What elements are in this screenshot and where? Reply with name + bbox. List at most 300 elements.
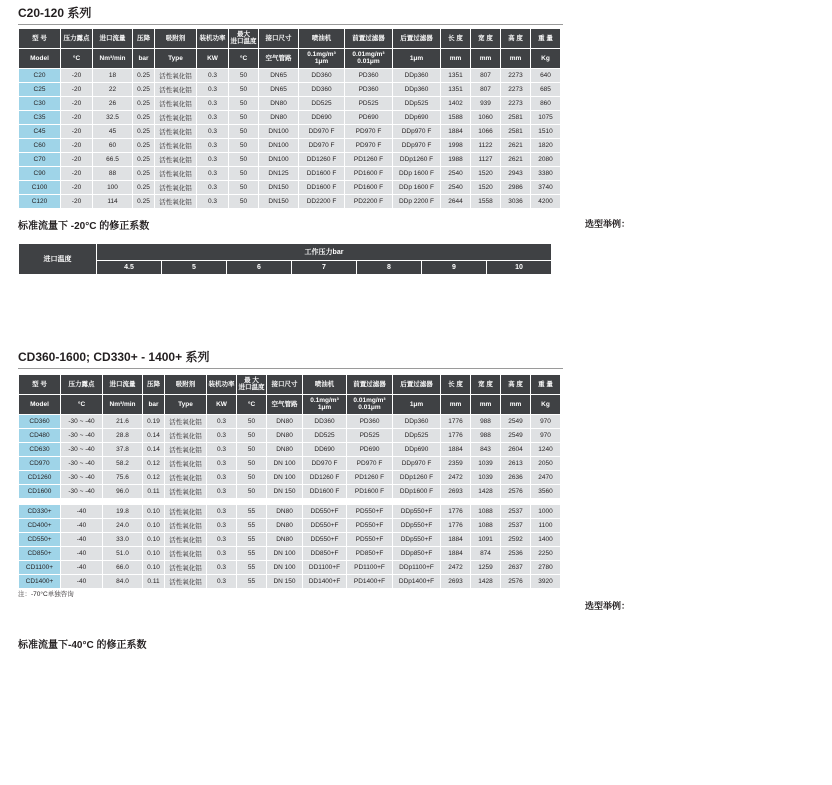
table-cell: DN150 xyxy=(259,180,299,194)
table-cell: 2470 xyxy=(531,470,561,484)
column-header: 7 xyxy=(292,261,357,275)
table-cell: 50 xyxy=(229,152,259,166)
table-cell: 3740 xyxy=(531,180,561,194)
table-cell: DDp 2200 F xyxy=(393,194,441,208)
table-cell: 2576 xyxy=(501,484,531,498)
table-cell: 2581 xyxy=(501,110,531,124)
table-cell: 0.25 xyxy=(133,110,155,124)
column-header: 宽 度 xyxy=(471,375,501,395)
table-cell: 50 xyxy=(229,68,259,82)
example-title-c: 选型举例： xyxy=(585,219,631,229)
table-cell: 2536 xyxy=(501,546,531,560)
table-cell: DDp1260 F xyxy=(393,152,441,166)
table-cell: DN 150 xyxy=(267,484,303,498)
table-cell: 45 xyxy=(93,124,133,138)
table-cell: -30 ~ -40 xyxy=(61,428,103,442)
table-cell: DDp525 xyxy=(393,96,441,110)
table-cell: DD550+F xyxy=(303,518,347,532)
column-header: 前置过滤器 xyxy=(347,375,393,395)
table-cell: PD2200 F xyxy=(345,194,393,208)
table-cell: -40 xyxy=(61,574,103,588)
column-header: °C xyxy=(61,394,103,414)
table-cell: 1066 xyxy=(471,124,501,138)
table-cell: DN100 xyxy=(259,138,299,152)
table-cell: 活性氧化铝 xyxy=(165,504,207,518)
table-cell: 0.3 xyxy=(207,484,237,498)
table-cell: -40 xyxy=(61,518,103,532)
table-header-row xyxy=(19,375,561,395)
table-cell: 55 xyxy=(237,518,267,532)
table-cell: 58.2 xyxy=(103,456,143,470)
table-cell: DD1600 F xyxy=(299,180,345,194)
table-cell: 50 xyxy=(237,428,267,442)
table-cell: DN 100 xyxy=(267,560,303,574)
table-cell: 988 xyxy=(471,414,501,428)
table-cell: 51.0 xyxy=(103,546,143,560)
table-cell: 50 xyxy=(237,442,267,456)
table-cell: DN80 xyxy=(259,110,299,124)
table-cell: 0.25 xyxy=(133,166,155,180)
table-cell: DDp1600 F xyxy=(393,484,441,498)
table-cell: 2576 xyxy=(501,574,531,588)
table-cell: 0.19 xyxy=(143,414,165,428)
table-cell: 2273 xyxy=(501,96,531,110)
table-cell: DN80 xyxy=(267,504,303,518)
table-cell: DD360 xyxy=(299,82,345,96)
table-row xyxy=(19,96,561,110)
table-cell: 1884 xyxy=(441,532,471,546)
column-header: 装机功率 xyxy=(197,29,229,49)
table-cell: 88 xyxy=(93,166,133,180)
table-cell: 1776 xyxy=(441,414,471,428)
table-cell: DD550+F xyxy=(303,532,347,546)
column-header: bar xyxy=(143,394,165,414)
table-cell: 活性氧化铝 xyxy=(165,484,207,498)
table-cell: 50 xyxy=(229,96,259,110)
table-cell: C45 xyxy=(19,124,61,138)
table-header-row xyxy=(19,261,552,275)
column-header: Type xyxy=(165,394,207,414)
table-cell: 2613 xyxy=(501,456,531,470)
table-row xyxy=(19,110,561,124)
column-header: 高 度 xyxy=(501,375,531,395)
table-cell: 0.10 xyxy=(143,518,165,532)
table-cell: DDp550+F xyxy=(393,532,441,546)
table-cell: 0.3 xyxy=(197,68,229,82)
column-header: KW xyxy=(197,48,229,68)
table-cell: -20 xyxy=(61,166,93,180)
table-cell: C35 xyxy=(19,110,61,124)
column-header: Kg xyxy=(531,394,561,414)
table-cell: DDp 1600 F xyxy=(393,180,441,194)
table-cell: 988 xyxy=(471,428,501,442)
table-cell: 0.10 xyxy=(143,504,165,518)
table-cell: DN65 xyxy=(259,82,299,96)
table-cell: DDp970 F xyxy=(393,124,441,138)
table-cell: DD970 F xyxy=(303,456,347,470)
column-header: 6 xyxy=(227,261,292,275)
table-cell: 32.5 xyxy=(93,110,133,124)
table-cell: 2621 xyxy=(501,152,531,166)
table-cell: 1000 xyxy=(531,504,561,518)
table-cell: 55 xyxy=(237,532,267,546)
column-header: °C xyxy=(61,48,93,68)
table-cell: -20 xyxy=(61,194,93,208)
table-cell: 2592 xyxy=(501,532,531,546)
table-cell: CD480 xyxy=(19,428,61,442)
table-cell: 0.3 xyxy=(197,110,229,124)
table-cell: PD550+F xyxy=(347,504,393,518)
table-cell: 33.0 xyxy=(103,532,143,546)
table-cell: DDp550+F xyxy=(393,518,441,532)
table-cell: 活性氧化铝 xyxy=(165,546,207,560)
table-cell: C120 xyxy=(19,194,61,208)
column-header: Type xyxy=(155,48,197,68)
table-cell: DD525 xyxy=(299,96,345,110)
table-cell: 50 xyxy=(229,166,259,180)
table-cell: 0.10 xyxy=(143,546,165,560)
table-cell: 2693 xyxy=(441,484,471,498)
table-cell: 37.8 xyxy=(103,442,143,456)
table-cell: 活性氧化铝 xyxy=(155,124,197,138)
table-cell: PD690 xyxy=(345,110,393,124)
table-cell: PD550+F xyxy=(347,518,393,532)
table-cell: CD550+ xyxy=(19,532,61,546)
table-cell: CD970 xyxy=(19,456,61,470)
table-cell: 50 xyxy=(229,124,259,138)
table-cell: 2637 xyxy=(501,560,531,574)
table-cell: 活性氧化铝 xyxy=(155,138,197,152)
table-cell: 55 xyxy=(237,504,267,518)
table-cell: 114 xyxy=(93,194,133,208)
table-row xyxy=(19,504,561,518)
column-header: Model xyxy=(19,48,61,68)
column-header: 吸附剂 xyxy=(155,29,197,49)
table-cell: DDp690 xyxy=(393,110,441,124)
table-cell: DD970 F xyxy=(299,124,345,138)
column-header: 工作压力bar xyxy=(97,244,552,261)
table-cell: 2273 xyxy=(501,82,531,96)
column-header: 长 度 xyxy=(441,29,471,49)
table-cell: DD1260 F xyxy=(303,470,347,484)
table-cell: 50 xyxy=(229,194,259,208)
table-cell: 1776 xyxy=(441,504,471,518)
table-cell: 1100 xyxy=(531,518,561,532)
table-cell: 0.3 xyxy=(207,532,237,546)
column-header: 5 xyxy=(162,261,227,275)
table-row xyxy=(19,180,561,194)
table-cell: -30 ~ -40 xyxy=(61,442,103,456)
table-cell: C30 xyxy=(19,96,61,110)
table-cell: 874 xyxy=(471,546,501,560)
table-cell: 1884 xyxy=(441,442,471,456)
table-row xyxy=(19,68,561,82)
table-cell: 1820 xyxy=(531,138,561,152)
table-cell: 0.3 xyxy=(207,470,237,484)
table-cell: PD1600 F xyxy=(347,484,393,498)
table-row xyxy=(19,166,561,180)
table-cell: DD970 F xyxy=(299,138,345,152)
table-cell: 0.3 xyxy=(207,518,237,532)
footnote-temp: 注：-70°C单独咨询 xyxy=(18,591,74,598)
table-cell: 0.10 xyxy=(143,560,165,574)
table-cell: 1075 xyxy=(531,110,561,124)
table-row xyxy=(19,574,561,588)
table-cell: DDp360 xyxy=(393,414,441,428)
column-header: 空气管路 xyxy=(259,48,299,68)
table-cell: DN125 xyxy=(259,166,299,180)
table-cell: DD690 xyxy=(303,442,347,456)
table-cell: 2780 xyxy=(531,560,561,574)
column-header: 0.01mg/m³ 0.01μm xyxy=(345,48,393,68)
column-header: 压力露点 xyxy=(61,375,103,395)
section-title-correction-20: 标准流量下 -20°C 的修正系数 xyxy=(18,221,150,232)
column-header: 空气管路 xyxy=(267,394,303,414)
column-header: Kg xyxy=(531,48,561,68)
table-cell: DDp 1600 F xyxy=(393,166,441,180)
table-cell: CD400+ xyxy=(19,518,61,532)
table-cell: 1558 xyxy=(471,194,501,208)
table-cell: 0.25 xyxy=(133,152,155,166)
table-cell: C90 xyxy=(19,166,61,180)
table-cell: 2636 xyxy=(501,470,531,484)
table-cell: 活性氧化铝 xyxy=(155,68,197,82)
table-cell: 807 xyxy=(471,68,501,82)
table-cell: 2273 xyxy=(501,68,531,82)
table-cell: PD1260 F xyxy=(345,152,393,166)
column-header: 喷油机 xyxy=(303,375,347,395)
table-cell: 685 xyxy=(531,82,561,96)
table-cell: 50 xyxy=(237,414,267,428)
table-cell: 1351 xyxy=(441,82,471,96)
table-cell: PD525 xyxy=(345,96,393,110)
table-cell: CD1260 xyxy=(19,470,61,484)
table-cell: 60 xyxy=(93,138,133,152)
table-cell: 3920 xyxy=(531,574,561,588)
column-header: 重 量 xyxy=(531,29,561,49)
table-cell: DN 100 xyxy=(267,546,303,560)
table-cell: -30 ~ -40 xyxy=(61,470,103,484)
table-cell: 0.3 xyxy=(207,560,237,574)
table-row xyxy=(19,138,561,152)
table-cell: 2540 xyxy=(441,166,471,180)
table-cell: DN65 xyxy=(259,68,299,82)
table-cell: 1259 xyxy=(471,560,501,574)
table-cell: 50 xyxy=(237,456,267,470)
table-cell: 0.10 xyxy=(143,532,165,546)
table-cell: -30 ~ -40 xyxy=(61,456,103,470)
table-cell: 2540 xyxy=(441,180,471,194)
table-cell: 0.3 xyxy=(197,152,229,166)
table-cell: CD360 xyxy=(19,414,61,428)
table-cell: CD850+ xyxy=(19,546,61,560)
table-cell: 2050 xyxy=(531,456,561,470)
table-cell: 1402 xyxy=(441,96,471,110)
table-cell: 55 xyxy=(237,560,267,574)
table-cell: DDp360 xyxy=(393,68,441,82)
table-cell: 96.0 xyxy=(103,484,143,498)
table-header-row xyxy=(19,394,561,414)
table-cell: 0.3 xyxy=(197,180,229,194)
table-cell: DDp970 F xyxy=(393,138,441,152)
table-cell: 807 xyxy=(471,82,501,96)
column-header: 进口温度 xyxy=(19,244,97,275)
table-cell: 1998 xyxy=(441,138,471,152)
table-cell: DN 100 xyxy=(267,456,303,470)
table-cell: 活性氧化铝 xyxy=(165,414,207,428)
column-header: 宽 度 xyxy=(471,29,501,49)
table-cell: 0.3 xyxy=(207,442,237,456)
table-cell: DD1100+F xyxy=(303,560,347,574)
table-cell: 84.0 xyxy=(103,574,143,588)
table-cell: PD970 F xyxy=(347,456,393,470)
table-cell: 970 xyxy=(531,414,561,428)
table-cell: DN 100 xyxy=(267,470,303,484)
table-cell: 活性氧化铝 xyxy=(165,470,207,484)
table-cell: 0.3 xyxy=(197,96,229,110)
table-cell: 0.3 xyxy=(197,82,229,96)
table-cell: -30 ~ -40 xyxy=(61,414,103,428)
column-header: 0.1mg/m³ 1μm xyxy=(299,48,345,68)
table-cell: DN80 xyxy=(267,518,303,532)
table-cell: C70 xyxy=(19,152,61,166)
table-cell: 939 xyxy=(471,96,501,110)
table-cell: C60 xyxy=(19,138,61,152)
table-cell: -30 ~ -40 xyxy=(61,484,103,498)
column-header: 压降 xyxy=(133,29,155,49)
column-header: 后置过滤器 xyxy=(393,375,441,395)
table-row xyxy=(19,82,561,96)
table-row xyxy=(19,470,561,484)
table-cell: -20 xyxy=(61,180,93,194)
column-header: 压降 xyxy=(143,375,165,395)
table-cell: 1884 xyxy=(441,546,471,560)
table-cell: 2621 xyxy=(501,138,531,152)
column-header: 9 xyxy=(422,261,487,275)
table-cell: 活性氧化铝 xyxy=(165,428,207,442)
table-cell: 2472 xyxy=(441,470,471,484)
column-header: 4.5 xyxy=(97,261,162,275)
table-cell: 1122 xyxy=(471,138,501,152)
table-cell: DDp690 xyxy=(393,442,441,456)
table-row xyxy=(19,442,561,456)
column-header: mm xyxy=(471,394,501,414)
column-header: 吸附剂 xyxy=(165,375,207,395)
table-cell: 1510 xyxy=(531,124,561,138)
table-cell: 2943 xyxy=(501,166,531,180)
table-cell: 0.3 xyxy=(197,194,229,208)
table-cell: DD1600 F xyxy=(303,484,347,498)
table-cell: 970 xyxy=(531,428,561,442)
table-cell: 1039 xyxy=(471,470,501,484)
table-cell: 0.3 xyxy=(207,504,237,518)
table-cell: 3380 xyxy=(531,166,561,180)
table-cell: 19.8 xyxy=(103,504,143,518)
column-header: mm xyxy=(501,48,531,68)
table-cell: 0.25 xyxy=(133,82,155,96)
table-cell: 18 xyxy=(93,68,133,82)
table-cell: 2537 xyxy=(501,504,531,518)
column-header: mm xyxy=(471,48,501,68)
table-cell: -20 xyxy=(61,124,93,138)
section-title-c20: C20-120 系列 xyxy=(18,4,563,25)
column-header: mm xyxy=(501,394,531,414)
table-cell: PD360 xyxy=(345,68,393,82)
table-cell: 0.3 xyxy=(207,456,237,470)
column-header: 前置过滤器 xyxy=(345,29,393,49)
column-header: 8 xyxy=(357,261,422,275)
table-cell: -40 xyxy=(61,532,103,546)
column-header: °C xyxy=(229,48,259,68)
table-cell: -20 xyxy=(61,68,93,82)
table-row xyxy=(19,428,561,442)
table-cell: 50 xyxy=(229,82,259,96)
table-cell: 0.3 xyxy=(197,166,229,180)
column-header: 型 号 xyxy=(19,375,61,395)
table-header-row xyxy=(19,48,561,68)
table-cell: 0.12 xyxy=(143,456,165,470)
section-title-correction-40: 标准流量下-40°C 的修正系数 xyxy=(18,640,147,651)
example-block-c xyxy=(585,218,825,236)
example-title-cd: 选型举例： xyxy=(585,601,631,611)
table-cell: 4200 xyxy=(531,194,561,208)
column-header: 1μm xyxy=(393,394,441,414)
table-cell: CD1100+ xyxy=(19,560,61,574)
table-cell: 1776 xyxy=(441,428,471,442)
table-row xyxy=(19,124,561,138)
column-header: Nm³/min xyxy=(93,48,133,68)
table-cell: DN100 xyxy=(259,124,299,138)
table-cell: 50 xyxy=(229,138,259,152)
table-cell: DD360 xyxy=(303,414,347,428)
table-cell: 2693 xyxy=(441,574,471,588)
table-cell: 24.0 xyxy=(103,518,143,532)
table-cell: 1520 xyxy=(471,166,501,180)
column-header: 喷油机 xyxy=(299,29,345,49)
table-cell: 0.3 xyxy=(207,414,237,428)
column-header: 高 度 xyxy=(501,29,531,49)
table-cell: -20 xyxy=(61,152,93,166)
table-cell: PD1600 F xyxy=(345,180,393,194)
column-header: 0.1mg/m³ 1μm xyxy=(303,394,347,414)
table-cell: 50 xyxy=(237,484,267,498)
column-header: Nm³/min xyxy=(103,394,143,414)
table-row xyxy=(19,414,561,428)
table-cell: CD330+ xyxy=(19,504,61,518)
table-cell: DD1260 F xyxy=(299,152,345,166)
table-cell: DD1400+F xyxy=(303,574,347,588)
table-cell: DDp1400+F xyxy=(393,574,441,588)
table-cell: -20 xyxy=(61,82,93,96)
table-cell: 3560 xyxy=(531,484,561,498)
column-header: 1μm xyxy=(393,48,441,68)
table-cell: 0.25 xyxy=(133,124,155,138)
table-cell: CD1400+ xyxy=(19,574,61,588)
table-row xyxy=(19,518,561,532)
table-cell: PD1260 F xyxy=(347,470,393,484)
table-cell: 2549 xyxy=(501,414,531,428)
table-cell: 0.3 xyxy=(197,124,229,138)
table-cell: 50 xyxy=(237,470,267,484)
table-cell: 1351 xyxy=(441,68,471,82)
section-title-cd360: CD360-1600; CD330+ - 1400+ 系列 xyxy=(18,348,563,369)
example-block-cd xyxy=(585,600,830,618)
table-cell: 2080 xyxy=(531,152,561,166)
table-cell: 活性氧化铝 xyxy=(165,574,207,588)
table-cell: PD550+F xyxy=(347,532,393,546)
table-cell: PD360 xyxy=(347,414,393,428)
table-cell: 640 xyxy=(531,68,561,82)
